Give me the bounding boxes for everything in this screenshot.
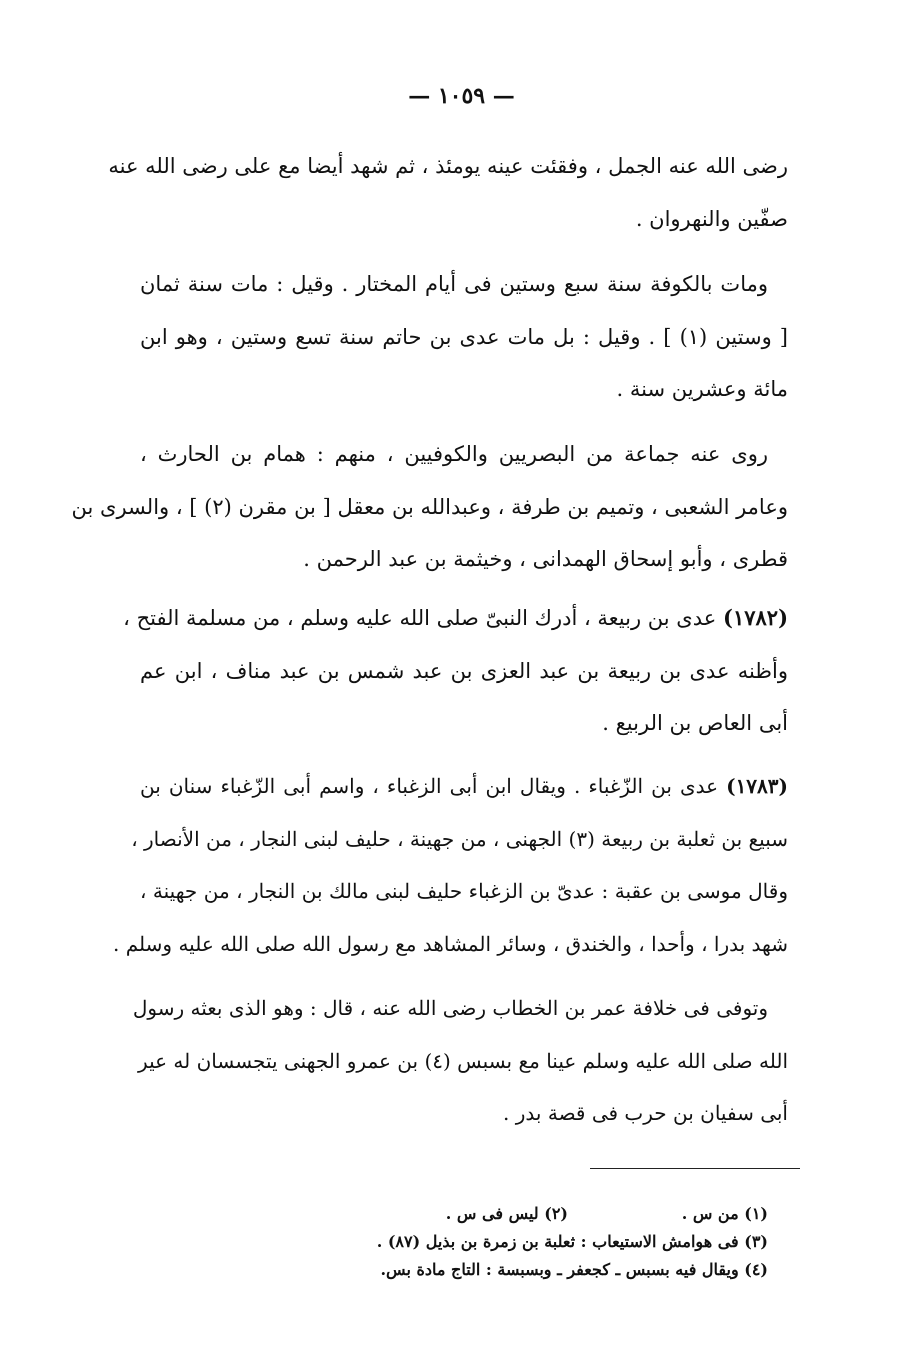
text-line: الله صلى الله عليه وسلم عينا مع بسبس (٤) بن عمرو الجهنى يتجسسان له عير: [138, 1048, 788, 1073]
text-line: وعامر الشعبى ، وتميم بن طرفة ، وعبدالله بن معقل [ بن مقرن (٢) ] ، والسرى بن: [71, 494, 788, 519]
entry-number: (١٧٨٣): [726, 774, 788, 798]
page-number: — ١٠٥٩ —: [408, 83, 515, 109]
text-line: روى عنه جماعة من البصريين والكوفيين ، منهم : همام بن الحارث ،: [140, 442, 768, 466]
text-line: ومات بالكوفة سنة سبع وستين فى أيام المختار . وقيل : مات سنة ثمان: [140, 272, 768, 296]
footnote-4: (٤) ويقال فيه بسبس ـ كجعفر ـ وبسبسة : التاج مادة بس.: [380, 1260, 768, 1279]
text-line: مائة وعشرين سنة .: [616, 377, 788, 401]
entry-1783: [113, 760, 788, 970]
entry-text: عدى بن الزّغباء . ويقال ابن أبى الزغباء ، واسم أبى الزّغباء سنان بن: [140, 774, 719, 798]
text-line: وقال موسى بن عقبة : عدىّ بن الزغباء حليف لبنى مالك بن النجار ، من جهينة ،: [140, 879, 788, 903]
footnote-1: (١) من س .: [681, 1204, 768, 1223]
text-line: [ وستين (١) ] . وقيل : بل مات عدى بن حاتم سنة تسع وستين ، وهو ابن: [140, 324, 788, 349]
footnote-2: (٢) ليس فى س .: [445, 1204, 568, 1223]
paragraph-final: [132, 982, 788, 1140]
entry-text: عدى بن ربيعة ، أدرك النبىّ صلى الله عليه وسلم ، من مسلمة الفتح ،: [123, 606, 717, 630]
entry-number: (١٧٨٢): [723, 605, 788, 630]
text-line: أبى العاص بن الربيع .: [602, 711, 788, 735]
paragraph-2: [140, 258, 788, 416]
text-line: رضى الله عنه الجمل ، وفقئت عينه يومئذ ، ثم شهد أيضا مع على رضى الله عنه: [108, 154, 788, 178]
text-line: شهد بدرا ، وأحدا ، والخندق ، وسائر المشاهد مع رسول الله صلى الله عليه وسلم .: [113, 931, 788, 956]
footnote-3: (٣) فى هوامش الاستيعاب : ثعلبة بن زمرة بن بذيل (٨٧) .: [376, 1232, 768, 1251]
paragraph-1: [108, 140, 788, 245]
text-line: أبى سفيان بن حرب فى قصة بدر .: [503, 1101, 788, 1125]
footnotes: [300, 1200, 768, 1284]
text-line: [140, 760, 788, 813]
text-line: [123, 592, 788, 645]
text-line: وتوفى فى خلافة عمر بن الخطاب رضى الله عنه ، قال : وهو الذى بعثه رسول: [132, 996, 768, 1020]
entry-1782: [123, 592, 788, 750]
paragraph-3: [71, 428, 788, 586]
footnote-divider: [590, 1168, 800, 1169]
text-line: قطرى ، وأبو إسحاق الهمدانى ، وخيثمة بن عبد الرحمن .: [303, 547, 788, 571]
text-line: سبيع بن ثعلبة بن ربيعة (٣) الجهنى ، من جهينة ، حليف لبنى النجار ، من الأنصار ،: [131, 826, 788, 851]
footnote-row: [300, 1200, 768, 1228]
text-line: وأظنه عدى بن ربيعة بن عبد العزى بن عبد شمس بن عبد مناف ، ابن عم: [140, 658, 788, 683]
text-line: صفّين والنهروان .: [635, 206, 788, 231]
